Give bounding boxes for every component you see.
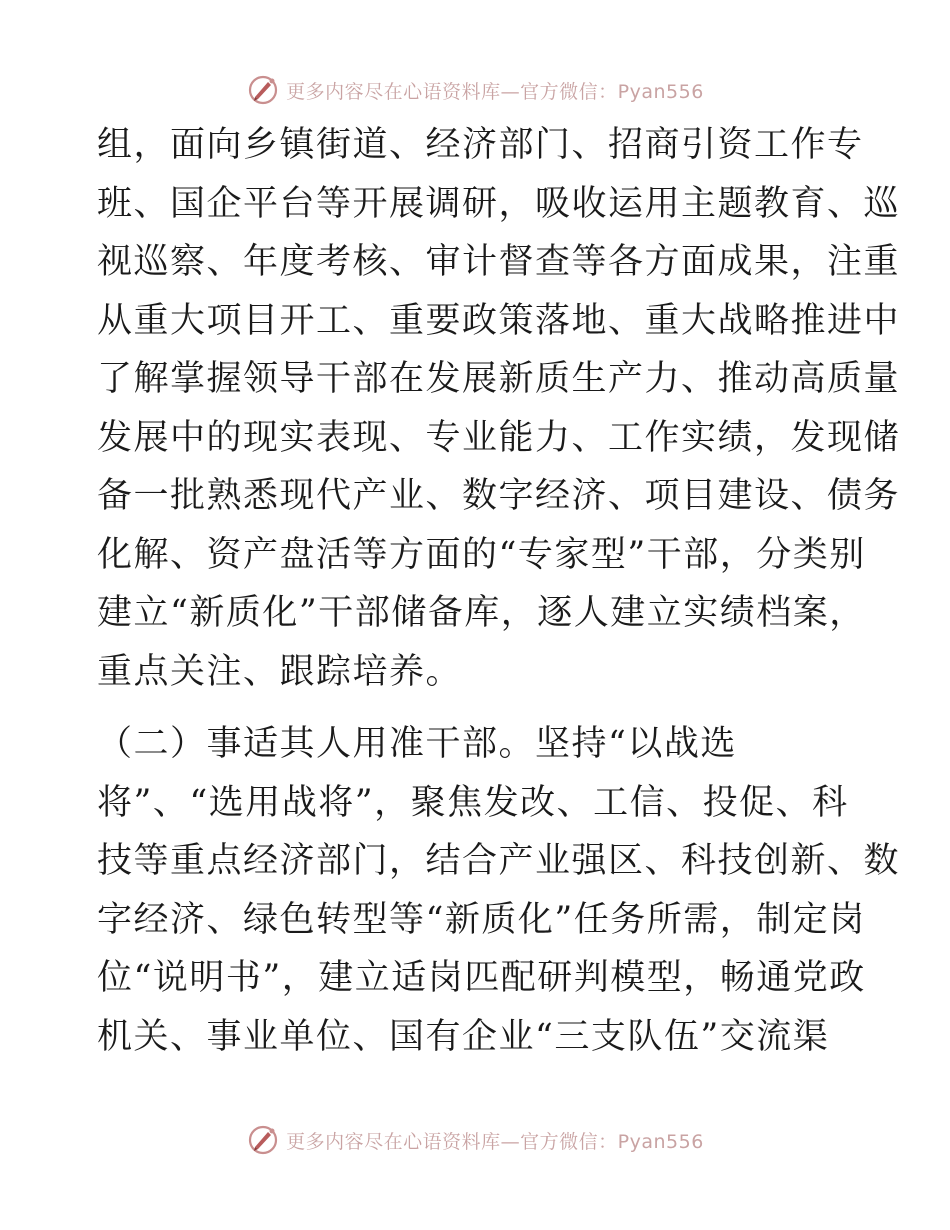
text-line: 班、国企平台等开展调研，吸收运用主题教育、巡 <box>97 183 901 224</box>
text-line: 字经济、绿色转型等“新质化”任务所需，制定岗 <box>97 899 866 940</box>
text-line: 视巡察、年度考核、审计督查等各方面成果，注重 <box>97 242 901 282</box>
pen-circle-icon <box>246 73 280 107</box>
text-line: 将”、“选用战将”，聚焦发改、工信、投促、科 <box>97 782 849 823</box>
footer-handle: Pyan556 <box>617 1130 704 1153</box>
text-line: 化解、资产盘活等方面的“专家型”干部，分类别 <box>97 534 866 575</box>
footer-banner <box>0 1120 950 1160</box>
paragraph-2 <box>97 715 901 1066</box>
document-body <box>97 116 901 1066</box>
text-line: 了解掌握领导干部在发展新质生产力、推动高质量 <box>97 359 901 399</box>
pen-circle-icon <box>246 1123 280 1157</box>
header-text: 更多内容尽在心语资料库—官方微信：Pyan556 <box>286 80 704 103</box>
text-line: 组，面向乡镇街道、经济部门、招商引资工作专 <box>97 125 864 165</box>
text-line: 建立“新质化”干部储备库，逐人建立实绩档案， <box>97 593 866 633</box>
text-line: 技等重点经济部门，结合产业强区、科技创新、数 <box>97 841 901 881</box>
text-line: 位“说明书”，建立适岗匹配研判模型，畅通党政 <box>97 958 866 998</box>
header-handle: Pyan556 <box>617 80 704 103</box>
text-line: 发展中的现实表现、专业能力、工作实绩，发现储 <box>97 417 901 458</box>
footer-text: 更多内容尽在心语资料库—官方微信：Pyan556 <box>286 1130 704 1153</box>
text-line: 重点关注、跟踪培养。 <box>97 651 463 692</box>
header-banner <box>0 70 950 110</box>
paragraph-gap <box>97 701 857 715</box>
text-line: 备一批熟悉现代产业、数字经济、项目建设、债务 <box>97 476 901 516</box>
section-heading-line: （二）事适其人用准干部。坚持“以战选 <box>97 724 737 764</box>
text-line: 从重大项目开工、重要政策落地、重大战略推进中 <box>97 300 901 341</box>
text-line: 机关、事业单位、国有企业“三支队伍”交流渠 <box>97 1016 830 1057</box>
paragraph-1 <box>97 116 901 701</box>
